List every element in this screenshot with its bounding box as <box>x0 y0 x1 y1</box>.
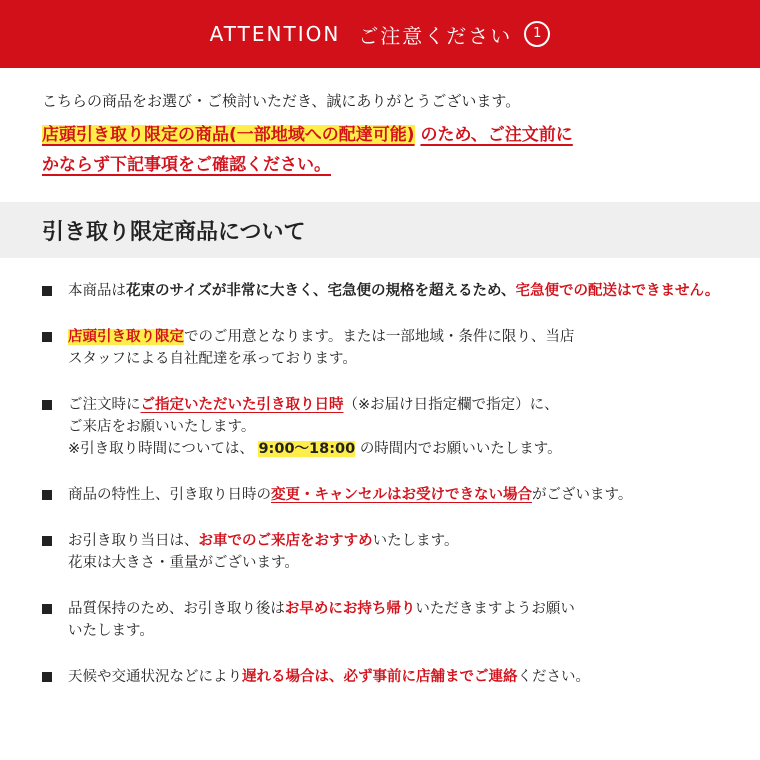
item-text: スタッフによる自社配達を承っております。 <box>68 351 357 367</box>
intro-block <box>0 68 760 180</box>
item-text: 品質保持のため、お引き取り後は <box>68 601 285 617</box>
header-title-jp: ご注意ください <box>358 23 513 48</box>
item-text: いたします。 <box>372 533 459 549</box>
item-text: ください。 <box>517 669 590 685</box>
item-red-text: ご指定いただいた引き取り日時 <box>140 397 344 413</box>
item-red-text: 遅れる場合は、必ず事前に店舗までご連絡 <box>242 669 518 685</box>
list-item <box>42 598 720 642</box>
item-text: ご来店をお願いいたします。 <box>68 419 256 435</box>
square-bullet-icon <box>42 490 52 500</box>
item-text: 花束は大きさ・重量がございます。 <box>68 555 299 571</box>
notice-list <box>0 258 760 688</box>
item-text: がございます。 <box>532 487 633 503</box>
item-text: 商品の特性上、引き取り日時の <box>68 487 271 503</box>
header-number-badge: 1 <box>524 21 550 47</box>
section-title: 引き取り限定商品について <box>42 219 306 245</box>
item-text: お引き取り当日は、 <box>68 533 199 549</box>
item-red-text: お早めにお持ち帰り <box>284 601 416 617</box>
item-red-text: 宅急便での配送はできません。 <box>515 283 720 299</box>
intro-warning <box>42 120 760 180</box>
item-text: の時間内でお願いいたします。 <box>359 441 562 457</box>
list-item <box>42 326 720 370</box>
item-text: いただきますようお願い <box>415 601 575 617</box>
square-bullet-icon <box>42 672 52 682</box>
section-heading <box>0 202 760 258</box>
pickup-hours: 9:00〜18:00 <box>258 441 356 457</box>
item-text: 天候や交通状況などにより <box>68 669 242 685</box>
square-bullet-icon <box>42 332 52 342</box>
item-highlight-text: 店頭引き取り限定 <box>68 329 184 345</box>
list-item <box>42 394 720 460</box>
item-text: でのご用意となります。または一部地域・条件に限り、当店 <box>184 329 575 345</box>
header-title-en: ATTENTION <box>209 22 341 46</box>
item-text: いたします。 <box>68 623 154 639</box>
square-bullet-icon <box>42 604 52 614</box>
item-bold-text: 花束のサイズが非常に大きく、宅急便の規格を超えるため、 <box>126 283 516 299</box>
warning-text-1: のため、ご注文前に <box>420 125 573 145</box>
warning-text-2: かならず下記事項をご確認ください。 <box>42 155 331 175</box>
list-item <box>42 280 720 302</box>
square-bullet-icon <box>42 400 52 410</box>
item-text: ※引き取り時間については、 <box>68 441 254 457</box>
square-bullet-icon <box>42 536 52 546</box>
item-text: ご注文時に <box>68 397 141 413</box>
item-text: （※お届け日指定欄で指定）に、 <box>343 397 559 413</box>
list-item <box>42 484 720 506</box>
item-red-text: お車でのご来店をおすすめ <box>198 533 373 549</box>
item-text: 本商品は <box>68 283 126 299</box>
square-bullet-icon <box>42 286 52 296</box>
list-item <box>42 530 720 574</box>
attention-header <box>0 0 760 68</box>
warning-highlight: 店頭引き取り限定の商品(一部地域への配達可能) <box>42 125 415 145</box>
intro-thanks-text: こちらの商品をお選び・ご検討いただき、誠にありがとうございます。 <box>42 92 521 110</box>
item-red-text: 変更・キャンセルはお受けできない場合 <box>271 487 532 503</box>
list-item <box>42 666 720 688</box>
